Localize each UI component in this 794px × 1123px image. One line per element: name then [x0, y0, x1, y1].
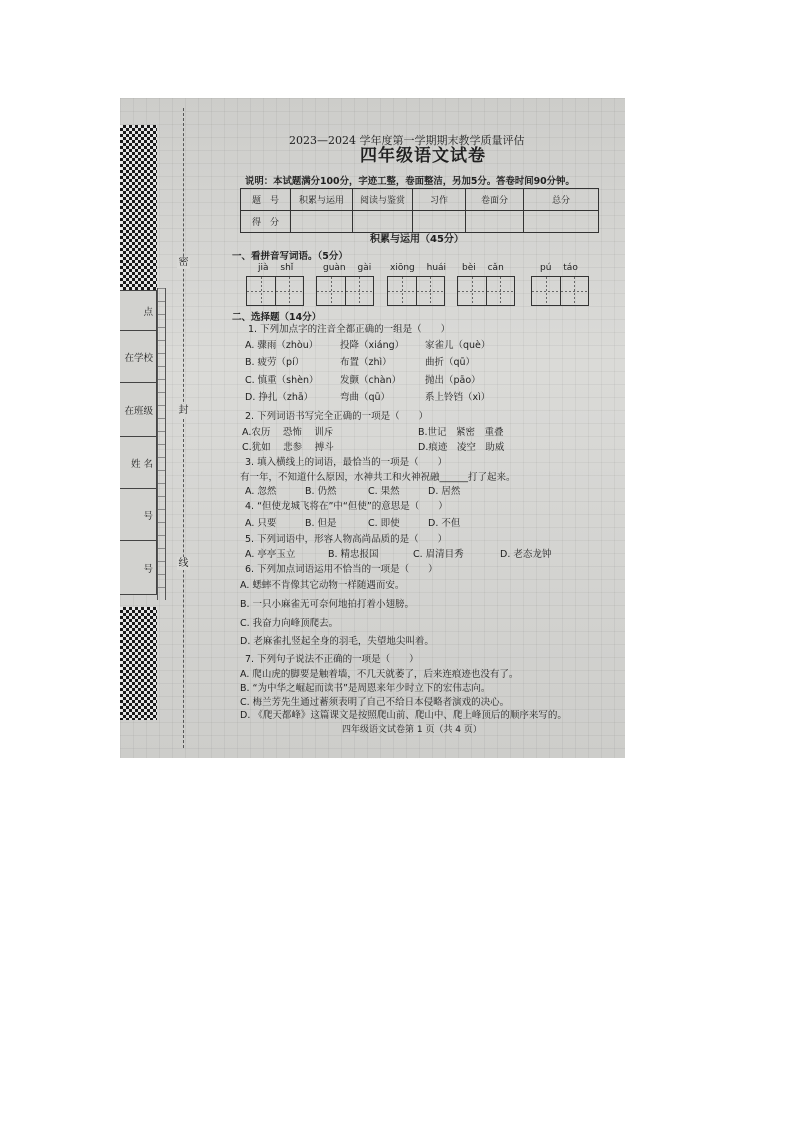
q2-option-b: B.世记 紧密 重叠 — [418, 427, 504, 438]
q7-option-b: B. “为中华之崛起而读书”是周恩来年少时立下的宏伟志向。 — [240, 683, 491, 694]
score-header-item: 题 号 — [241, 189, 291, 211]
score-cell — [353, 211, 413, 233]
q5-option-a: A. 亭亭玉立 — [245, 549, 296, 560]
q5-option-d: D. 老态龙钟 — [500, 549, 552, 560]
q6-option-d: D. 老麻雀扎竖起全身的羽毛，失望地尖叫着。 — [240, 636, 434, 647]
q2-stem: 2. 下列词语书写完全正确的一项是（ ） — [245, 411, 429, 422]
q4-option-c: C. 即使 — [368, 518, 400, 529]
q3-context: 有一年，不知道什么原因，水神共工和火神祝融______打了起来。 — [240, 472, 516, 483]
q3-option-a: A. 忽然 — [245, 486, 277, 497]
binding-label-class: 在班级 — [120, 382, 157, 436]
q7-stem: 7. 下列句子说法不正确的一项是（ ） — [245, 654, 419, 665]
score-cell — [466, 211, 524, 233]
q5-option-c: C. 眉清目秀 — [413, 549, 464, 560]
binding-label-seat-number: 号 — [120, 540, 157, 595]
q1-option-c-3: 抛出（pāo） — [425, 375, 481, 386]
writing-grid-4 — [457, 276, 515, 306]
q4-option-b: B. 但是 — [305, 518, 337, 529]
q3-option-c: C. 果然 — [368, 486, 400, 497]
q6-option-c: C. 我奋力向峰顶爬去。 — [240, 618, 339, 629]
q3-option-d: D. 居然 — [428, 486, 461, 497]
binding-grid-strip — [157, 288, 166, 600]
score-header-neatness: 卷面分 — [466, 189, 524, 211]
q1-option-d-1: D. 挣扎（zhā） — [245, 392, 314, 403]
score-header-reading: 阅读与鉴赏 — [353, 189, 413, 211]
q4-option-a: A. 只要 — [245, 518, 277, 529]
writing-grid-5 — [531, 276, 589, 306]
q1-option-c-1: C. 慎重（shèn） — [245, 375, 319, 386]
score-header-accumulation: 积累与运用 — [291, 189, 353, 211]
exam-title: 四年级语文试卷 — [360, 146, 486, 166]
q1-option-a-2: 投降（xiáng） — [340, 340, 405, 351]
q1-option-c-2: 发颤（chàn） — [340, 375, 402, 386]
exam-paper-photo — [120, 98, 625, 758]
q5-option-b: B. 精忠报国 — [328, 549, 379, 560]
binding-label-exam-site: 点 — [120, 290, 157, 330]
q1-option-a-1: A. 骤雨（zhòu） — [245, 340, 319, 351]
seal-char-xian: 线 — [178, 558, 189, 569]
score-cell — [413, 211, 466, 233]
q1-option-b-2: 布置（zhì） — [340, 357, 392, 368]
pinyin-5: pú táo — [540, 263, 578, 273]
seal-dashed-line — [183, 108, 184, 748]
q1-option-b-3: 曲折（qū） — [425, 357, 476, 368]
pinyin-1: jià shǐ — [258, 263, 294, 273]
q5-stem: 5. 下列词语中，形容人物高尚品质的是（ ） — [245, 534, 448, 545]
score-header-writing: 习作 — [413, 189, 466, 211]
q6-option-b: B. 一只小麻雀无可奈何地拍打着小翅膀。 — [240, 599, 415, 610]
binding-checker-top — [120, 125, 157, 290]
pinyin-3: xiōng huái — [390, 263, 447, 273]
writing-grid-1 — [246, 276, 304, 306]
q1-option-d-2: 弯曲（qū） — [340, 392, 391, 403]
pinyin-2: guàn gài — [323, 263, 372, 273]
q6-stem: 6. 下列加点词语运用不恰当的一项是（ ） — [245, 564, 438, 575]
q7-option-c: C. 梅兰芳先生通过蓄须表明了自己不给日本侵略者演戏的决心。 — [240, 697, 510, 708]
binding-label-school: 在学校 — [120, 330, 157, 382]
q2-option-d: D.痕迹 凌空 助威 — [418, 442, 505, 453]
score-header-total: 总分 — [524, 189, 599, 211]
q4-option-d: D. 不但 — [428, 518, 461, 529]
part1-title: 积累与运用（45分） — [370, 234, 464, 245]
q7-option-a: A. 爬山虎的脚要是触着墙，不几天就萎了，后来连痕迹也没有了。 — [240, 669, 519, 680]
score-cell — [291, 211, 353, 233]
writing-grid-3 — [387, 276, 445, 306]
q1-option-a-3: 家雀儿（què） — [425, 340, 491, 351]
q1-option-b-1: B. 疲劳（pí） — [245, 357, 305, 368]
q3-stem: 3. 填入横线上的词语，最恰当的一项是（ ） — [245, 457, 448, 468]
seal-char-mi: 密 — [178, 257, 189, 268]
choice-section-title: 二、选择题（14分） — [232, 312, 322, 323]
q6-option-a: A. 蟋蟀不肯像其它动物一样随遇而安。 — [240, 580, 405, 591]
q2-option-a: A.农历 恐怖 训斥 — [242, 427, 334, 438]
score-cell — [524, 211, 599, 233]
binding-label-name: 姓 名 — [120, 436, 157, 488]
q1-stem: 1. 下列加点字的注音全都正确的一组是（ ） — [248, 324, 451, 335]
q7-option-d: D. 《爬天都峰》这篇课文是按照爬山前、爬山中、爬上峰顶后的顺序来写的。 — [240, 710, 567, 721]
q1-option-d-3: 系上铃铛（xì） — [425, 392, 491, 403]
binding-checker-bottom — [120, 607, 157, 720]
exam-year-line: 2023—2024 学年度第一学期期末教学质量评估 — [289, 134, 525, 147]
pinyin-4: bèi cǎn — [462, 263, 504, 273]
writing-grid-2 — [316, 276, 374, 306]
score-table — [240, 188, 599, 233]
q3-option-b: B. 仍然 — [305, 486, 337, 497]
page-footer: 四年级语文试卷第 1 页（共 4 页） — [342, 725, 482, 735]
q2-option-c: C.犹如 悲参 搏斗 — [242, 442, 334, 453]
score-row-label: 得 分 — [241, 211, 291, 233]
q4-stem: 4. “但使龙城飞将在”中“但使”的意思是（ ） — [245, 501, 448, 512]
seal-char-feng: 封 — [178, 405, 189, 416]
pinyin-question-title: 一、看拼音写词语。（5分） — [232, 251, 348, 262]
exam-instructions: 说明：本试题满分100分，字迹工整，卷面整洁，另加5分。答卷时间90分钟。 — [245, 176, 575, 187]
binding-label-exam-number: 号 — [120, 488, 157, 540]
